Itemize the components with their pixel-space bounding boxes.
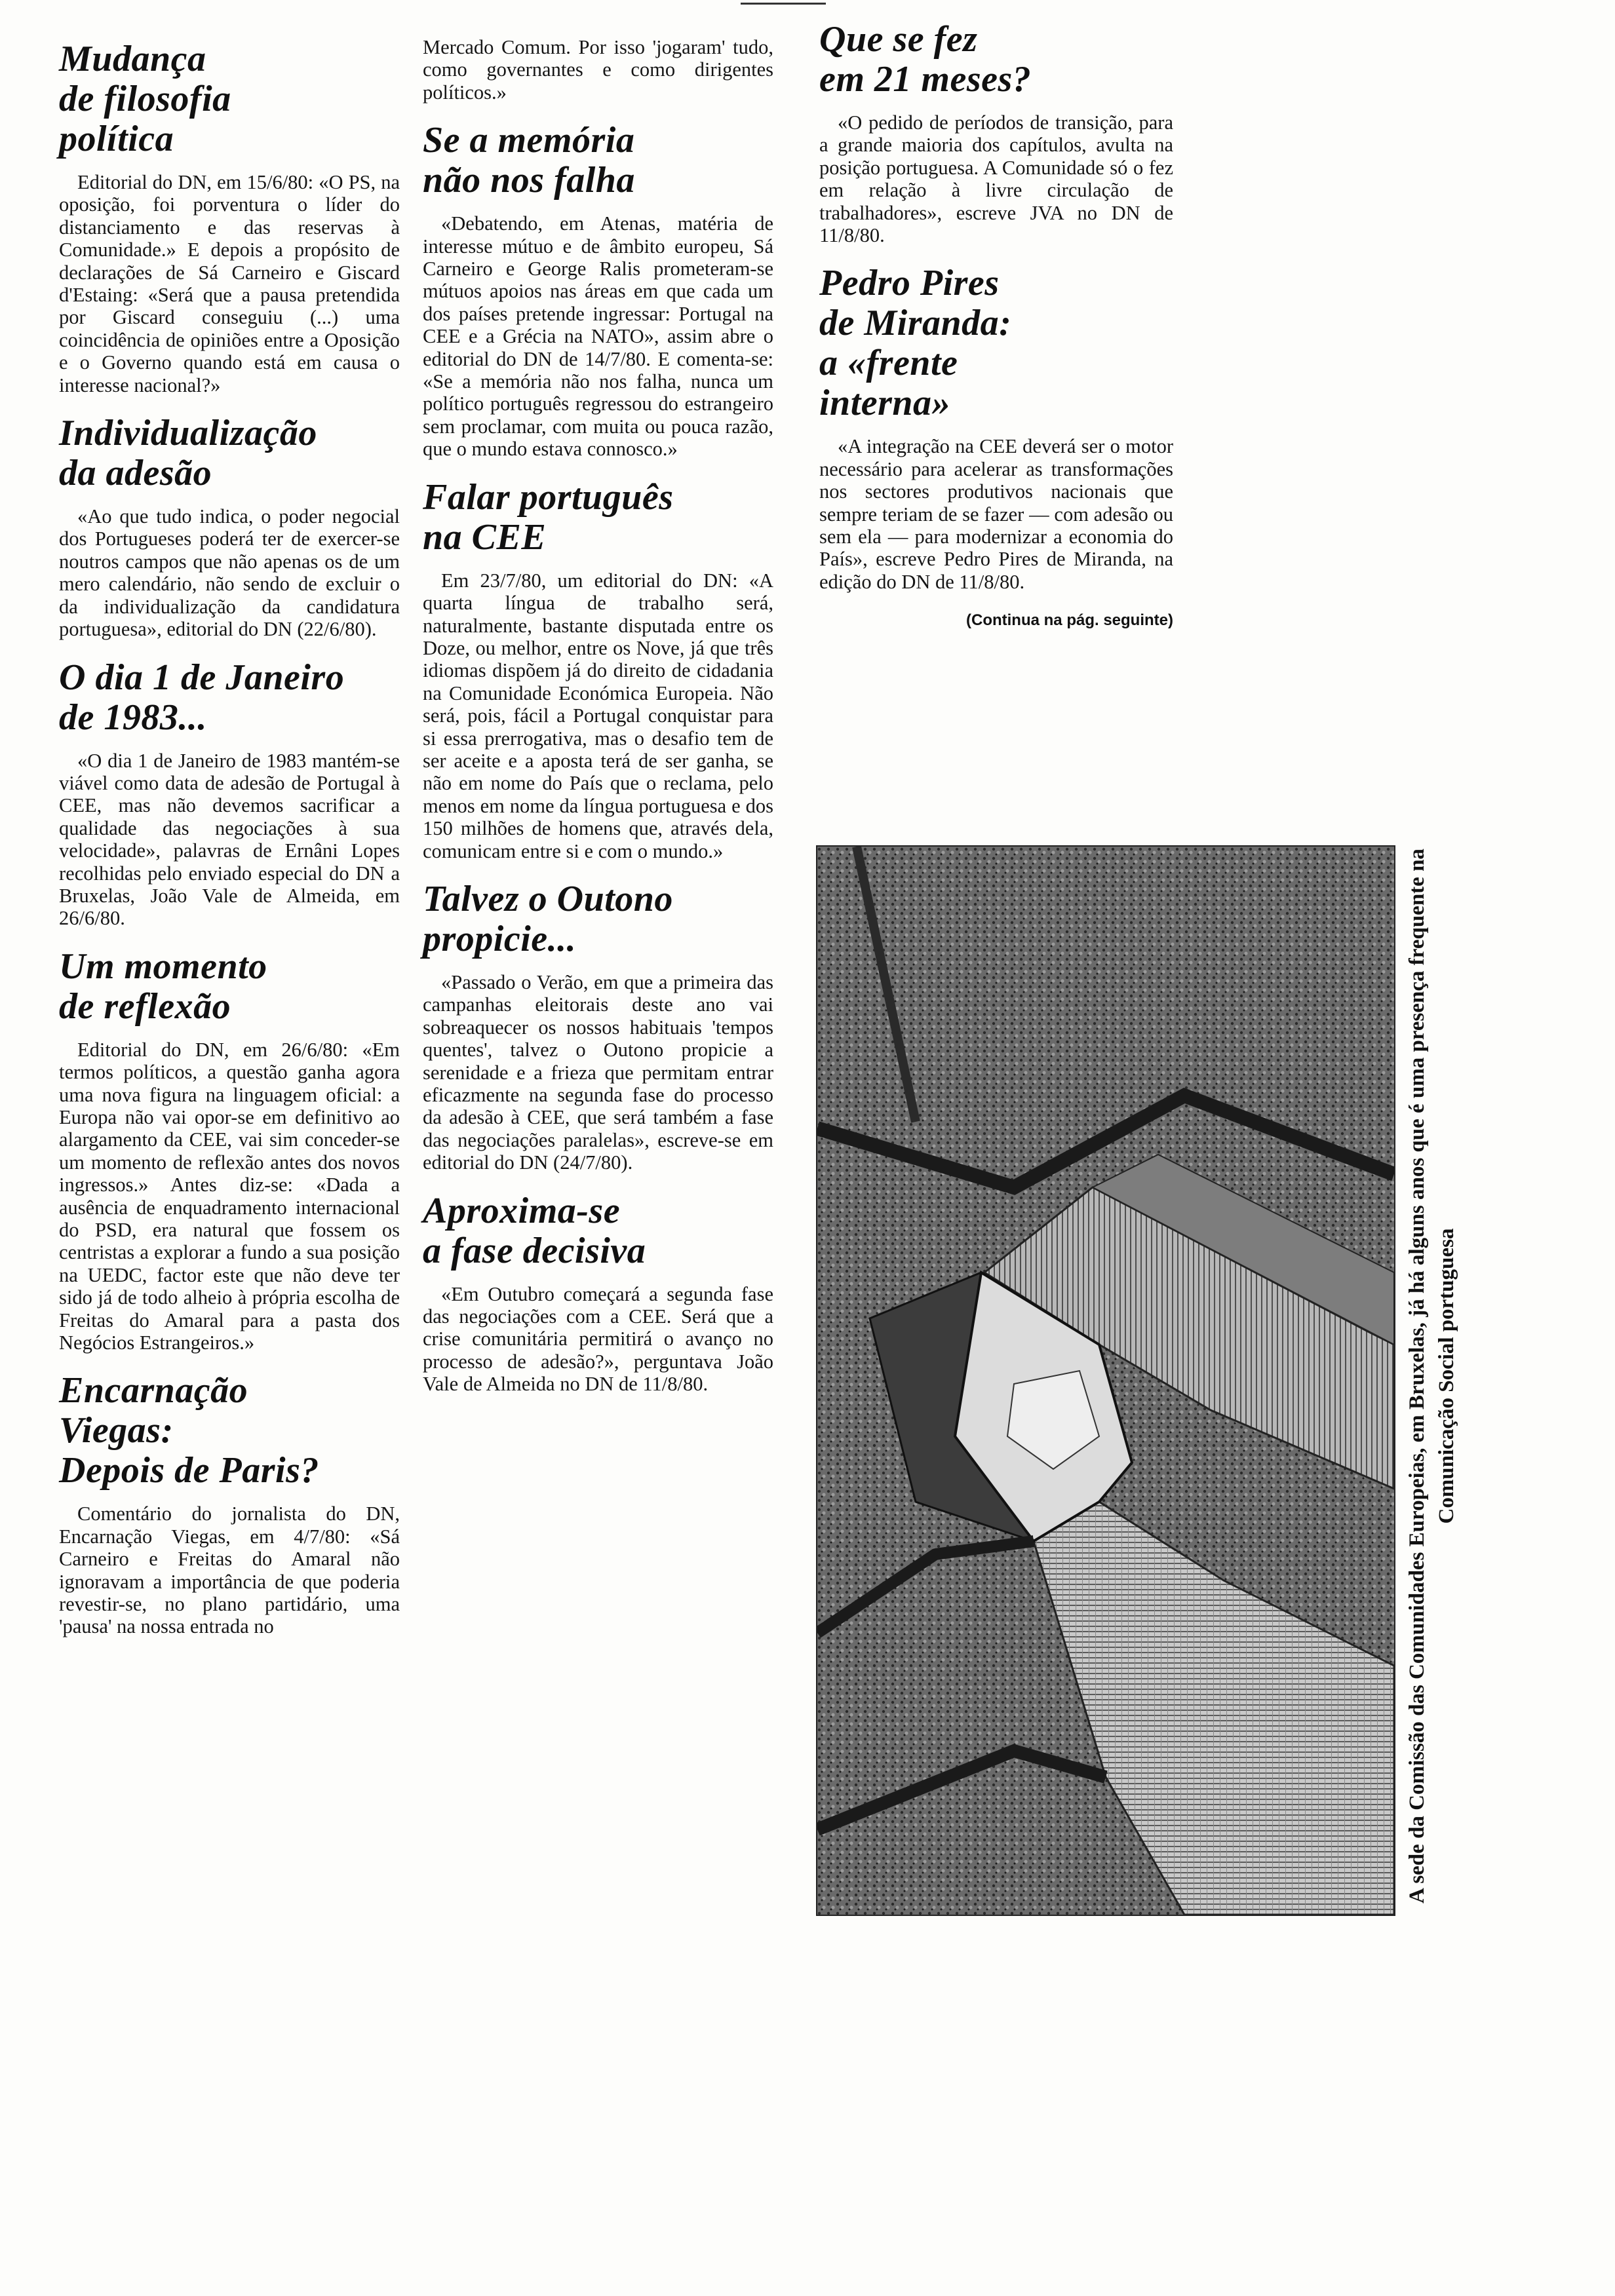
headline: O dia 1 de Janeiro de 1983...: [59, 657, 345, 738]
article-mudanca-filosofia: [59, 39, 400, 396]
headline: Se a memória não nos falha: [423, 120, 635, 201]
headline: Talvez o Outono propicie...: [423, 878, 673, 959]
headline: Aproxima-se a fase decisiva: [423, 1190, 646, 1271]
headline: Individualização da adesão: [59, 413, 317, 494]
headline: Encarnação Viegas: Depois de Paris?: [59, 1370, 319, 1491]
headline: Falar português na CEE: [423, 476, 674, 558]
column-2: [423, 36, 773, 1413]
article-body: Editorial do DN, em 15/6/80: «O PS, na oposição, foi porventura o líder do distanciamento e das reservas à Comunidade.» E depois a propósito de declarações de Sá Carneiro e Giscard d'Estaing: «Será que a pausa pretendida por Giscard conseguiu (...) uma coincidência de opiniões entre a Oposição e o Governo quando está em causa o interesse nacional?»: [59, 171, 400, 396]
article-falar-portugues: [423, 478, 773, 862]
article-body: Editorial do DN, em 26/6/80: «Em termos políticos, a questão ganha agora uma nova figura na linguagem oficial: a Europa não vai opor-se em definitivo ao alargamento da CEE, vai sim conceder-se um momento de reflexão antes dos novos ingressos.» Antes diz-se: «Dada a ausência de enquadramento internacional do PSD, era natural que fossem os centristas a explorar a fundo a sua posição na UEDC, factor este que não deve ter sido já de todo alheio à própria escolha de Freitas do Amaral para a pasta dos Negócios Estrangeiros.»: [59, 1038, 400, 1354]
top-rule: [741, 3, 826, 5]
article-body: «Debatendo, em Atenas, matéria de interesse mútuo e de âmbito europeu, Sá Carneiro e George Ralis prometeram-se mútuos apoios nas áreas em que cada um dos países pretende ingressar: Portugal na CEE e a Grécia na NATO», assim abre o editorial do DN de 14/7/80. E comenta-se: «Se a memória não nos falha, nunca um político português regressou do estrangeiro sem proclamar, com muita ou pouca razão, que o mundo estava connosco.»: [423, 212, 773, 461]
photo-caption: [1403, 839, 1475, 1913]
article-pedro-pires: [819, 263, 1173, 593]
article-continuation: [423, 36, 773, 104]
article-body: Em 23/7/80, um editorial do DN: «A quarta língua de trabalho será, naturalmente, bastante disputada entre os Doze, ou melhor, entre os Nove, já que três idiomas dispõem já do direito de cidadania na Comunidade Económica Europeia. Não será, pois, fácil a Portugal conquistar para si essa prerrogativa, mas o desafio tem de ser aceite e a aposta terá de ser ganha, se não em nome do País que o reclama, pelo menos em nome da língua portuguesa e dos 150 milhões de homens que, através dela, comunicam entre si e com o mundo.»: [423, 569, 773, 862]
article-body: Mercado Comum. Por isso 'jogaram' tudo, como governantes e como dirigentes políticos.»: [423, 36, 773, 104]
article-body: «A integração na CEE deverá ser o motor necessário para acelerar as transformações nos sectores produtivos nacionais que sempre teriam de se fazer — com adesão ou sem ela — para modernizar a economia do País», escreve Pedro Pires de Miranda, na edição do DN de 11/8/80.: [819, 435, 1173, 593]
article-1-janeiro-1983: [59, 658, 400, 930]
headline: Que se fez em 21 meses?: [819, 19, 1032, 100]
article-body: «Em Outubro começará a segunda fase das negociações com a CEE. Será que a crise comunitária permitirá o avanço no processo de adesão?», perguntava João Vale de Almeida no DN de 11/8/80.: [423, 1282, 773, 1396]
article-momento-reflexao: [59, 947, 400, 1354]
headline: Um momento de reflexão: [59, 946, 267, 1027]
article-outono: [423, 879, 773, 1174]
article-body: «Passado o Verão, em que a primeira das campanhas eleitorais deste ano vai sobreaquecer os nossos habituais 'tempos quentes', talvez o Outono propicie a serenidade e a frieza que permitam entrar eficazmente na segunda fase do processo da adesão à CEE, que será também a fase das negociações paralelas», escreve-se em editorial do DN (24/7/80).: [423, 970, 773, 1174]
article-body: «O dia 1 de Janeiro de 1983 mantém-se viável como data de adesão de Portugal à CEE, mas não devemos sacrificar a qualidade das negociações à sua velocidade», palavras de Ernâni Lopes recolhidas pelo enviado especial do DN a Bruxelas, João Vale de Almeida, em 26/6/80.: [59, 749, 400, 930]
headline: Mudança de filosofia política: [59, 39, 231, 159]
article-body: «O pedido de períodos de transição, para a grande maioria dos capítulos, avulta na posição portuguesa. A Comunidade só o fez em relação à livre circulação de trabalhadores», escreve JVA no DN de 11/8/80.: [819, 111, 1173, 247]
column-1: [59, 39, 400, 1655]
article-individualizacao: [59, 413, 400, 640]
article-memoria: [423, 121, 773, 460]
article-21-meses: [819, 20, 1173, 246]
caption-text: A sede da Comissão das Comunidades Europeias, em Bruxelas, já há alguns anos que é uma presença frequente na Comunicação Social portuguesa: [1405, 849, 1458, 1904]
article-encarnacao-viegas: [59, 1371, 400, 1637]
headline: Pedro Pires de Miranda: a «frente interna»: [819, 263, 1012, 424]
column-3: [819, 20, 1173, 630]
article-fase-decisiva: [423, 1191, 773, 1396]
article-body: Comentário do jornalista do DN, Encarnação Viegas, em 4/7/80: «Sá Carneiro e Freitas do Amaral não ignoravam a importância de que poderia revestir-se, no plano partidário, uma 'pausa' na nossa entrada no: [59, 1502, 400, 1638]
article-body: «Ao que tudo indica, o poder negocial dos Portugueses poderá ter de exercer-se noutros campos que não apenas os de um mero calendário, não sendo de excluir o da individualização da candidatura portuguesa», editorial do DN (22/6/80).: [59, 505, 400, 641]
berlaymont-photo: [816, 845, 1395, 1916]
continue-note: (Continua na pág. seguinte): [966, 611, 1173, 630]
